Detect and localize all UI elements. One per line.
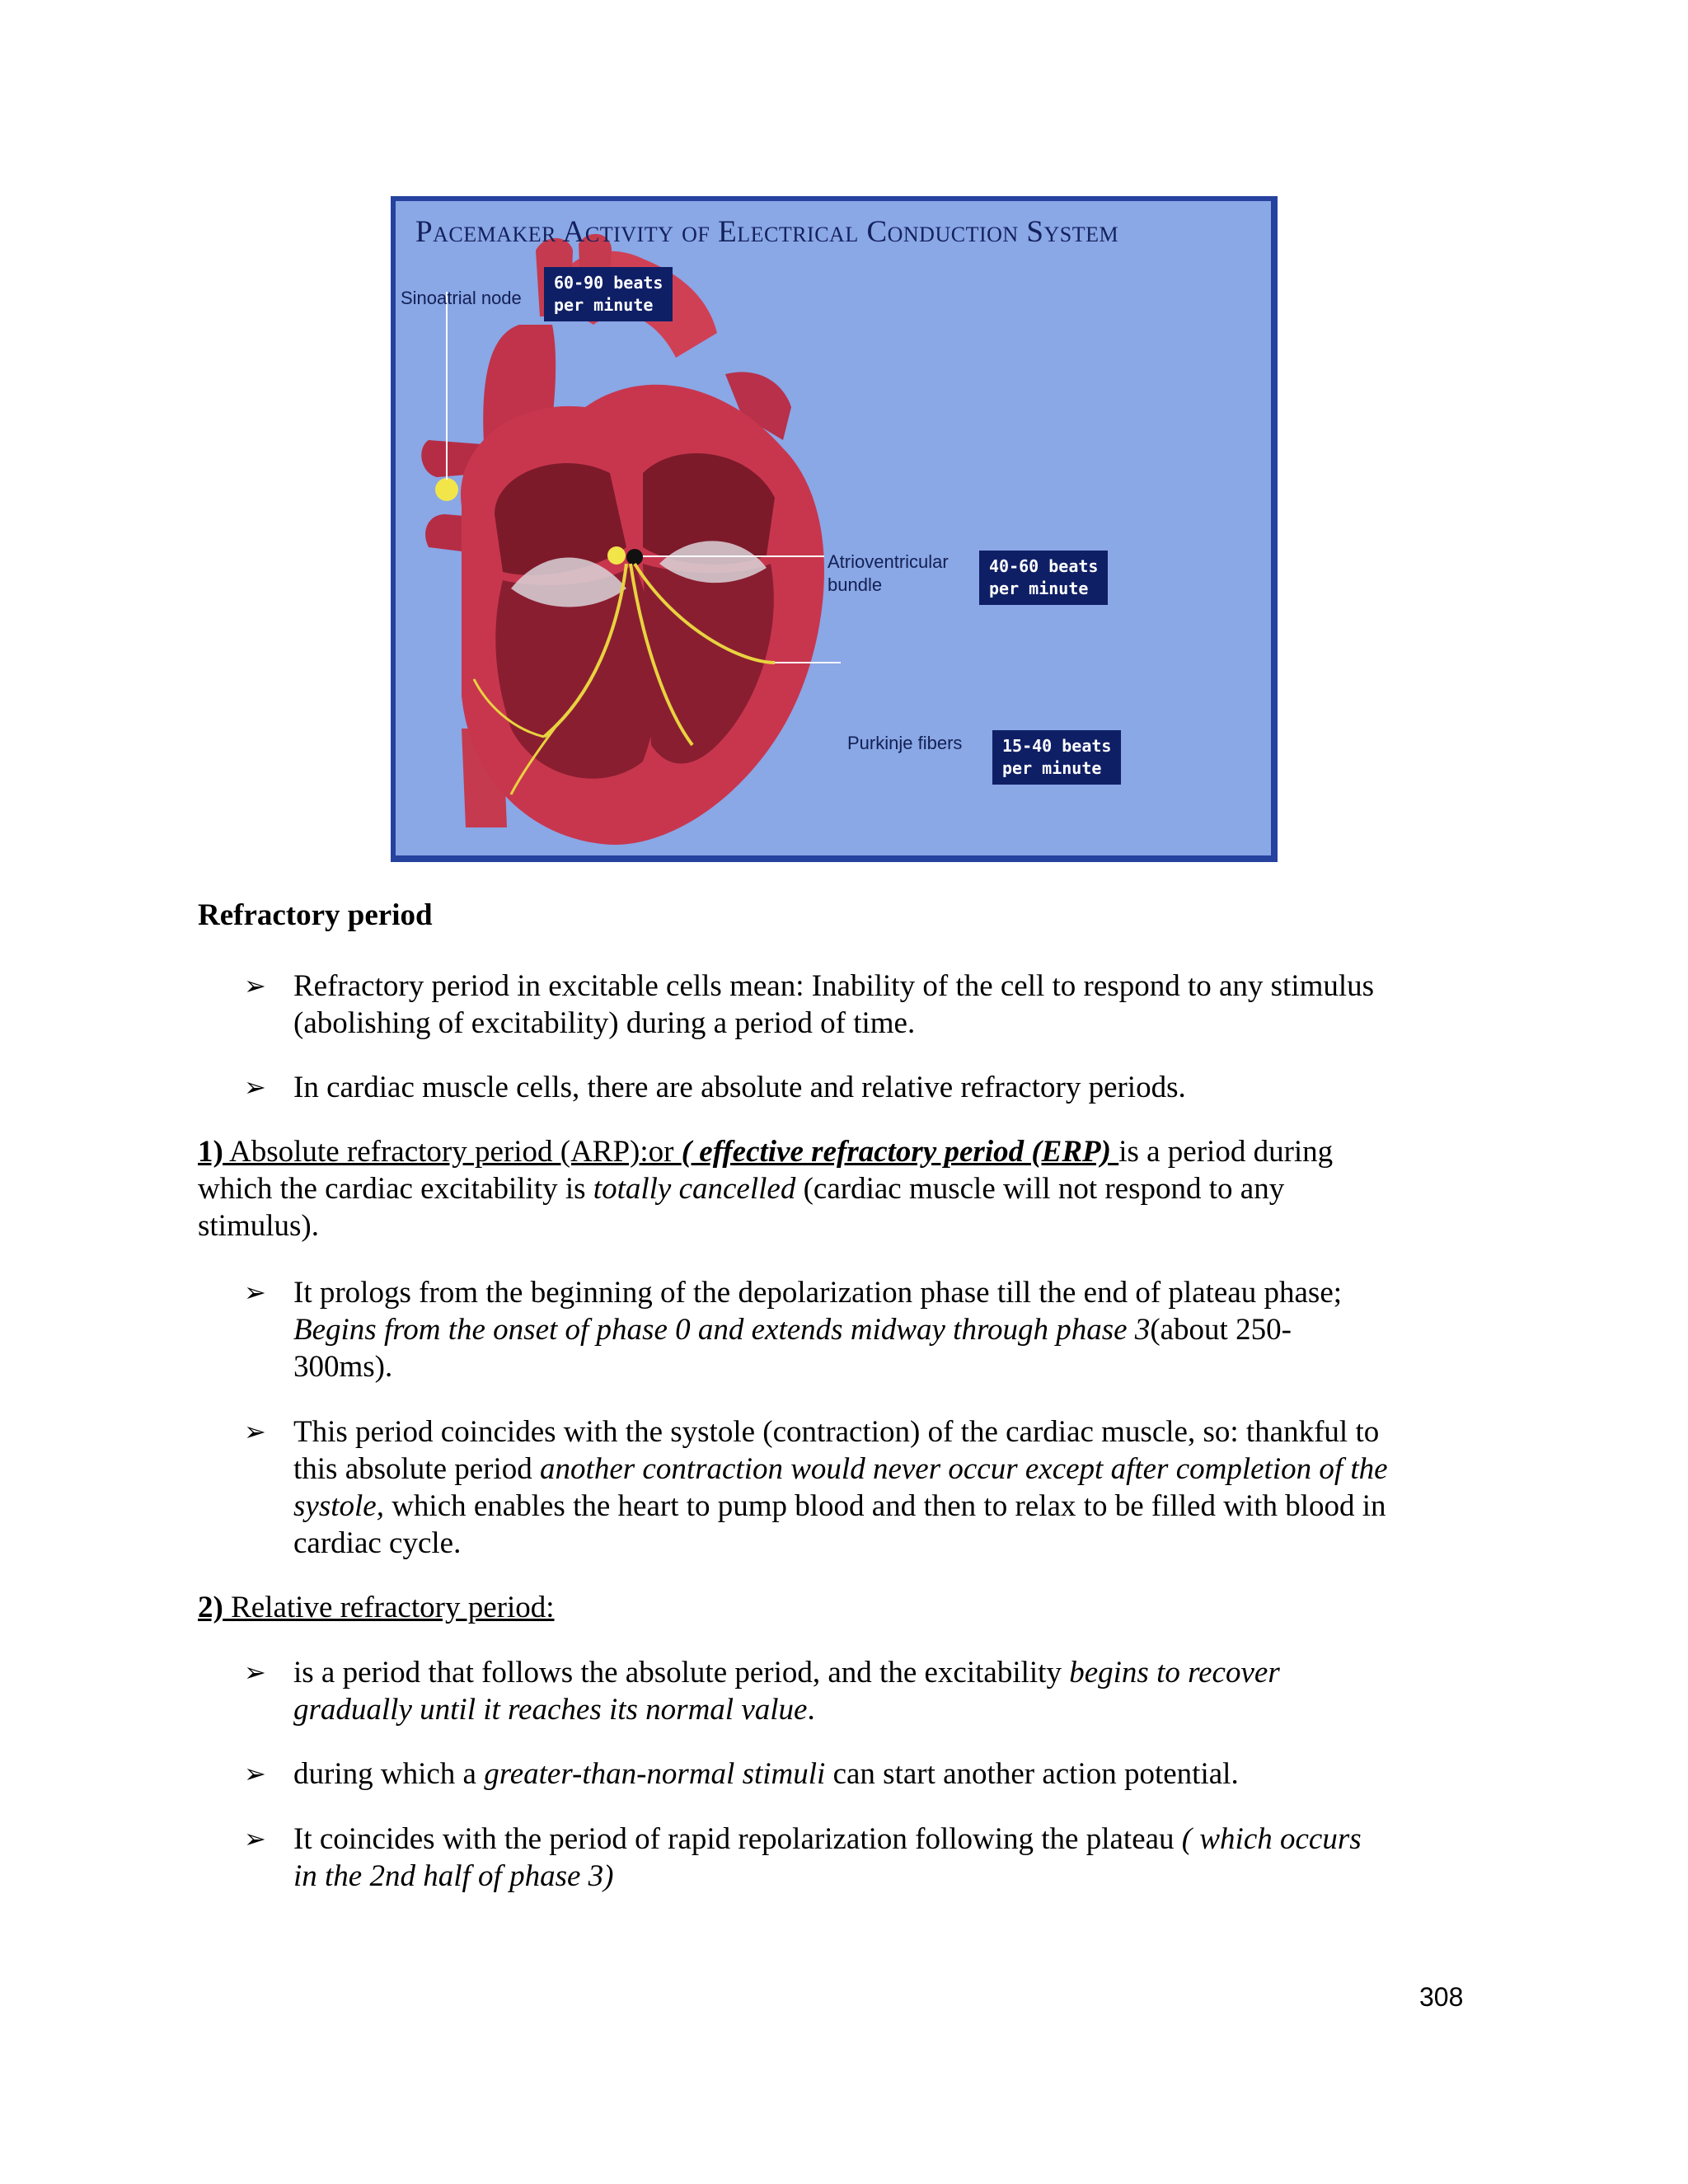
rrp-bullet3-a: It coincides with the period of rapid repolarization following the plateau xyxy=(293,1822,1182,1856)
rrp-bullet3-line2: in the 2nd half of phase 3) xyxy=(293,1859,614,1893)
rrp-bullet1-italic: begins to recover xyxy=(1069,1656,1280,1690)
av-rate-line2: per minute xyxy=(989,579,1089,598)
rrp-bullet2-a: during which a xyxy=(293,1757,485,1791)
bullet-arrow-icon: ➢ xyxy=(244,1657,266,1688)
rrp-bullet2 xyxy=(293,1755,1239,1793)
arp-bullet2-a: this absolute period xyxy=(293,1452,541,1486)
arp-number: 1) xyxy=(198,1135,223,1169)
page-number: 308 xyxy=(1419,1982,1464,2012)
rrp-bullet1-period: . xyxy=(807,1693,815,1727)
heart-illustration xyxy=(396,201,1271,855)
arp-bullet2-systole: systole, xyxy=(293,1489,384,1523)
arp-bullet1-line1: It prologs from the beginning of the depolarization phase till the end of plateau phase; xyxy=(293,1276,1343,1310)
rrp-bullet1-italic2: gradually until it reaches its normal value xyxy=(293,1693,808,1727)
rrp-bullet1-line1 xyxy=(293,1654,1280,1691)
rrp-bullet2-italic: greater-than-normal stimuli xyxy=(484,1757,826,1791)
pk-rate-line1: 15-40 beats xyxy=(1002,736,1112,756)
sa-node-label: Sinoatrial node xyxy=(401,288,522,308)
av-rate-box xyxy=(979,551,1108,605)
rrp-title: Relative refractory period: xyxy=(223,1591,555,1624)
arp-title: Absolute refractory period (ARP):or xyxy=(223,1135,682,1169)
arp-bullet2-b: which enables the heart to pump blood and then to relax to be filled with blood in xyxy=(383,1489,1386,1523)
arp-bullet2-line3 xyxy=(293,1488,1386,1525)
rrp-bullet2-b: can start another action potential. xyxy=(825,1757,1239,1791)
sa-rate-line1: 60-90 beats xyxy=(554,273,663,293)
intro-bullet-1-line1: Refractory period in excitable cells mean: Inability of the cell to respond to any stimulus xyxy=(293,969,1375,1003)
av-bundle-label xyxy=(828,551,949,597)
purkinje-label: Purkinje fibers xyxy=(847,733,963,753)
av-label-line1: Atrioventricular xyxy=(828,551,949,572)
sa-rate-box xyxy=(544,267,673,321)
arp-bullet2-line2 xyxy=(293,1451,1388,1488)
arp-bullet1-line2 xyxy=(293,1311,1292,1348)
bullet-arrow-icon: ➢ xyxy=(244,1071,266,1103)
bullet-arrow-icon: ➢ xyxy=(244,970,266,1001)
bullet-arrow-icon: ➢ xyxy=(244,1823,266,1854)
arp-title-line xyxy=(198,1133,1333,1170)
bullet-arrow-icon: ➢ xyxy=(244,1416,266,1447)
arp-bullet1-line3: 300ms). xyxy=(293,1350,393,1384)
bullet-arrow-icon: ➢ xyxy=(244,1277,266,1308)
arp-bullet2-line1: This period coincides with the systole (contraction) of the cardiac muscle, so: thankful to xyxy=(293,1415,1380,1449)
section-heading: Refractory period xyxy=(198,898,433,932)
arp-line2 xyxy=(198,1170,1284,1207)
heart-conduction-figure xyxy=(391,196,1278,862)
arp-bullet2-line4: cardiac cycle. xyxy=(293,1526,462,1560)
rrp-bullet1-line2 xyxy=(293,1691,815,1728)
arp-rest: is a period during xyxy=(1118,1135,1334,1169)
purkinje-rate-box xyxy=(992,730,1121,785)
av-label-line2: bundle xyxy=(828,574,883,595)
arp-line2-italic: totally cancelled xyxy=(593,1172,796,1206)
rrp-bullet1-a: is a period that follows the absolute period, and the excitability xyxy=(293,1656,1070,1690)
arp-line2-a: which the cardiac excitability is xyxy=(198,1172,593,1206)
arp-bullet1-b: (about 250- xyxy=(1150,1313,1292,1347)
arp-line3: stimulus). xyxy=(198,1209,319,1243)
sa-rate-line2: per minute xyxy=(554,295,654,315)
pk-rate-line2: per minute xyxy=(1002,758,1102,778)
intro-bullet-2: In cardiac muscle cells, there are absolute and relative refractory periods. xyxy=(293,1071,1186,1104)
arp-line2-b: (cardiac muscle will not respond to any xyxy=(795,1172,1285,1206)
rrp-bullet3-italic: ( which occurs xyxy=(1181,1822,1362,1856)
erp-term: ( effective refractory period (ERP) xyxy=(681,1135,1119,1169)
bullet-arrow-icon: ➢ xyxy=(244,1758,266,1789)
figure-panel xyxy=(396,201,1271,855)
arp-bullet2-italic: another contraction would never occur except after completion of the xyxy=(540,1452,1388,1486)
rrp-title-line xyxy=(198,1589,555,1626)
rrp-number: 2) xyxy=(198,1591,223,1624)
rrp-bullet3-line1 xyxy=(293,1821,1362,1858)
figure-title: Pacemaker Activity of Electrical Conduction System xyxy=(415,215,1119,249)
av-rate-line1: 40-60 beats xyxy=(989,556,1099,576)
intro-bullet-1-line2: (abolishing of excitability) during a period of time. xyxy=(293,1006,916,1040)
arp-bullet1-italic: Begins from the onset of phase 0 and extends midway through phase 3 xyxy=(293,1313,1151,1347)
